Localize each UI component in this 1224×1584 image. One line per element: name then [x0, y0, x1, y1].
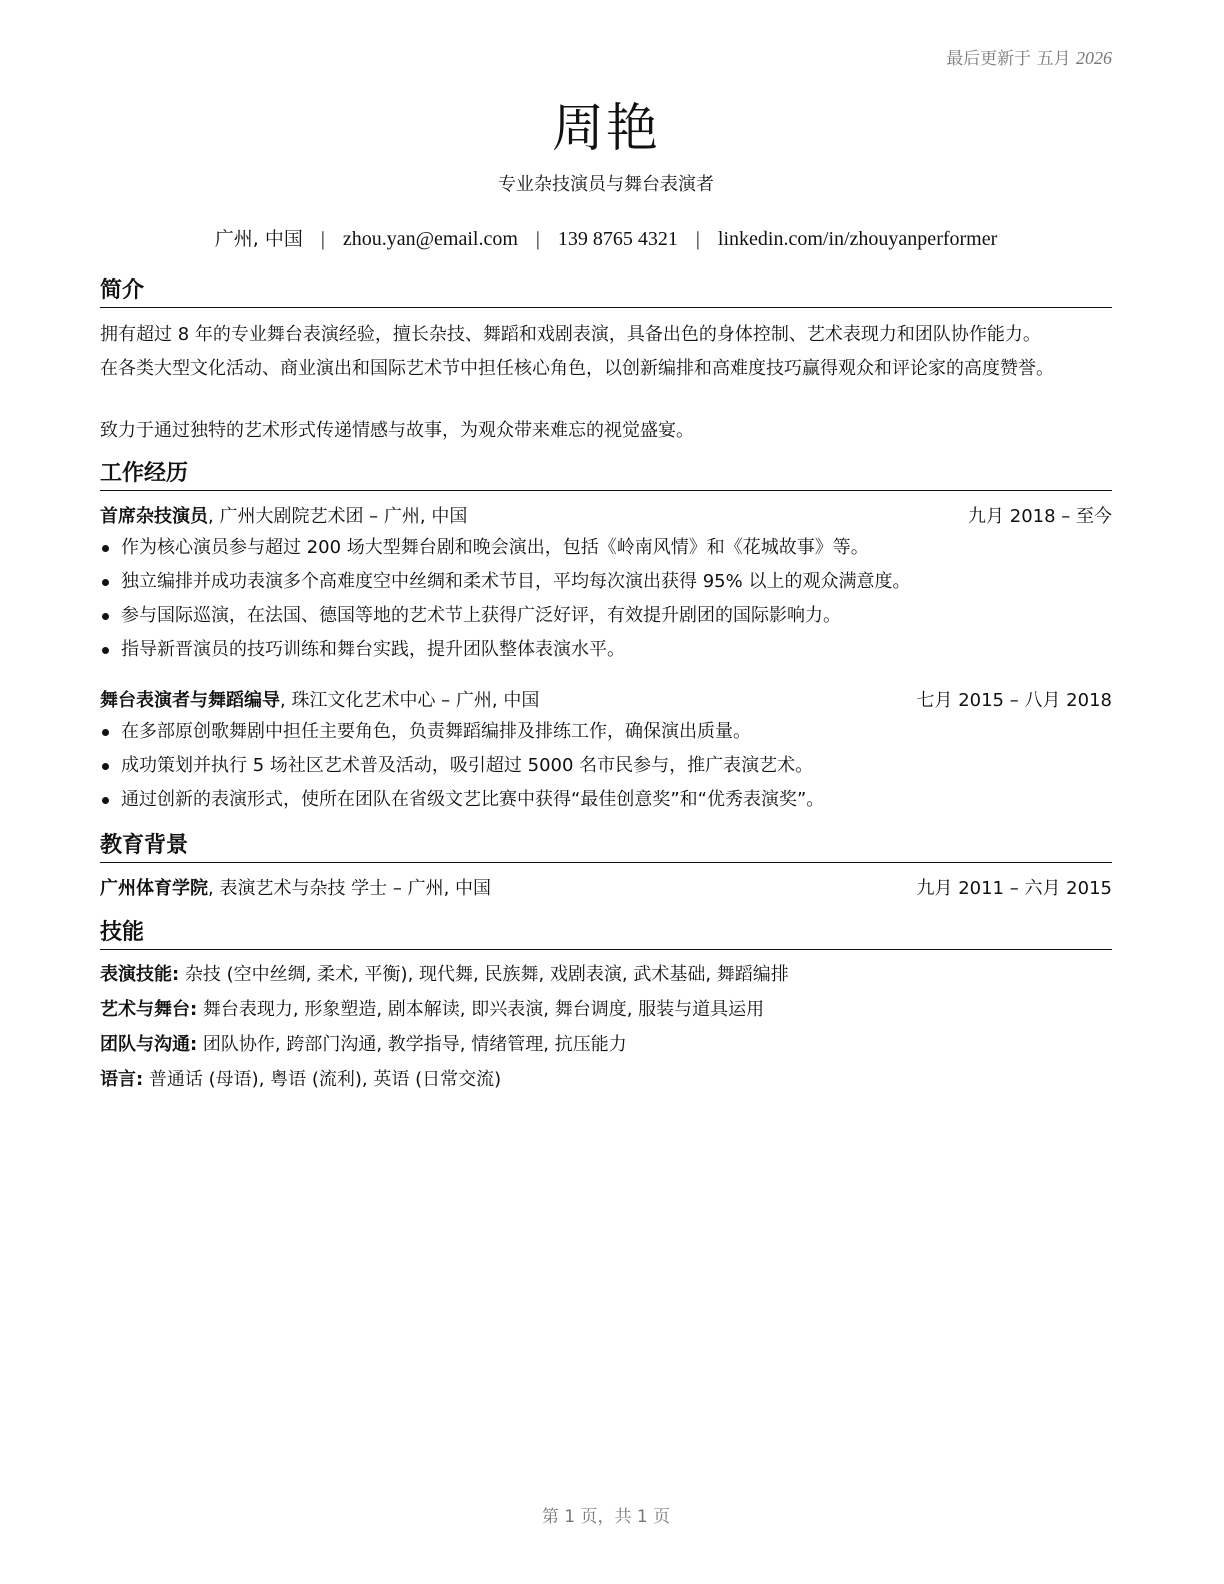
job-role: 舞台表演者与舞蹈编导: [100, 690, 280, 711]
education-school: 广州体育学院: [100, 878, 208, 899]
last-updated-month: 五月: [1036, 49, 1071, 69]
skill-value: 团队协作, 跨部门沟通, 教学指导, 情绪管理, 抗压能力: [197, 1034, 627, 1055]
job-organization: , 广州大剧院艺术团 – 广州, 中国: [208, 506, 468, 527]
person-name: 周艳: [551, 99, 660, 159]
section-title-skills: 技能: [100, 918, 1112, 950]
skills-list: [100, 962, 1112, 1102]
skill-label: 团队与沟通:: [100, 1034, 198, 1055]
contact-location: 广州, 中国: [214, 228, 303, 250]
job-bullet: 通过创新的表演形式，使所在团队在省级文艺比赛中获得“最佳创意奖”和“优秀表演奖”。: [100, 787, 1112, 821]
skill-line: [100, 997, 1112, 1032]
last-updated-label: 最后更新于: [946, 49, 1032, 69]
job-header: [100, 504, 1112, 530]
contact-separator: |: [320, 228, 325, 250]
skill-line: [100, 962, 1112, 997]
skill-label: 艺术与舞台:: [100, 999, 198, 1020]
job-header: [100, 688, 1112, 714]
education-dates: 九月 2011 – 六月 2015: [916, 878, 1112, 899]
job-bullet: 参与国际巡演，在法国、德国等地的艺术节上获得广泛好评，有效提升剧团的国际影响力。: [100, 603, 1112, 637]
resume-page: [100, 0, 1112, 1584]
contact-separator: |: [535, 228, 540, 250]
skill-value: 杂技 (空中丝绸, 柔术, 平衡), 现代舞, 民族舞, 戏剧表演, 武术基础, 舞蹈编排: [179, 964, 789, 985]
section-title-experience: 工作经历: [100, 459, 1112, 491]
summary-paragraph: 拥有超过 8 年的专业舞台表演经验，擅长杂技、舞蹈和戏剧表演，具备出色的身体控制、艺术表现力和团队协作能力。: [100, 324, 1041, 345]
job-dates: 七月 2015 – 八月 2018: [916, 690, 1112, 711]
skill-line: [100, 1067, 1112, 1102]
section-title-summary: 简介: [100, 276, 1112, 308]
job-bullet: 作为核心演员参与超过 200 场大型舞台剧和晚会演出，包括《岭南风情》和《花城故事》等。: [100, 535, 1112, 569]
contact-email[interactable]: zhou.yan@email.com: [342, 228, 518, 250]
job-organization: , 珠江文化艺术中心 – 广州, 中国: [280, 690, 540, 711]
summary-paragraph: 在各类大型文化活动、商业演出和国际艺术节中担任核心角色，以创新编排和高难度技巧赢得观众和评论家的高度赞誉。: [100, 358, 1054, 379]
page-footer: 第 1 页，共 1 页: [541, 1507, 671, 1527]
last-updated: [946, 44, 1112, 69]
job-bullet: 在多部原创歌舞剧中担任主要角色，负责舞蹈编排及排练工作，确保演出质量。: [100, 719, 1112, 753]
skill-label: 语言:: [100, 1069, 144, 1090]
last-updated-year: 2026: [1076, 48, 1112, 68]
skill-label: 表演技能:: [100, 964, 180, 985]
education-entry: [100, 876, 1112, 902]
job-bullets: [100, 535, 1112, 671]
job-bullet: 独立编排并成功表演多个高难度空中丝绸和柔术节目，平均每次演出获得 95% 以上的观众满意度。: [100, 569, 1112, 603]
contact-separator: |: [695, 228, 700, 250]
skill-value: 舞台表现力, 形象塑造, 剧本解读, 即兴表演, 舞台调度, 服装与道具运用: [197, 999, 765, 1020]
contact-linkedin[interactable]: linkedin.com/in/zhouyanperformer: [717, 228, 998, 250]
skill-line: [100, 1032, 1112, 1067]
summary-paragraph: 致力于通过独特的艺术形式传递情感与故事，为观众带来难忘的视觉盛宴。: [100, 420, 694, 441]
section-title-education: 教育背景: [100, 831, 1112, 863]
job-bullet: 成功策划并执行 5 场社区艺术普及活动，吸引超过 5000 名市民参与，推广表演艺术。: [100, 753, 1112, 787]
job-bullets: [100, 719, 1112, 821]
job-bullet: 指导新晋演员的技巧训练和舞台实践，提升团队整体表演水平。: [100, 637, 1112, 671]
contact-phone[interactable]: 139 8765 4321: [557, 228, 678, 250]
job-dates: 九月 2018 – 至今: [968, 506, 1112, 527]
job-role: 首席杂技演员: [100, 506, 208, 527]
contact-line: [100, 224, 1112, 251]
education-detail: , 表演艺术与杂技 学士 – 广州, 中国: [208, 878, 492, 899]
headline: 专业杂技演员与舞台表演者: [498, 174, 714, 195]
skill-value: 普通话 (母语), 粤语 (流利), 英语 (日常交流): [143, 1069, 502, 1090]
